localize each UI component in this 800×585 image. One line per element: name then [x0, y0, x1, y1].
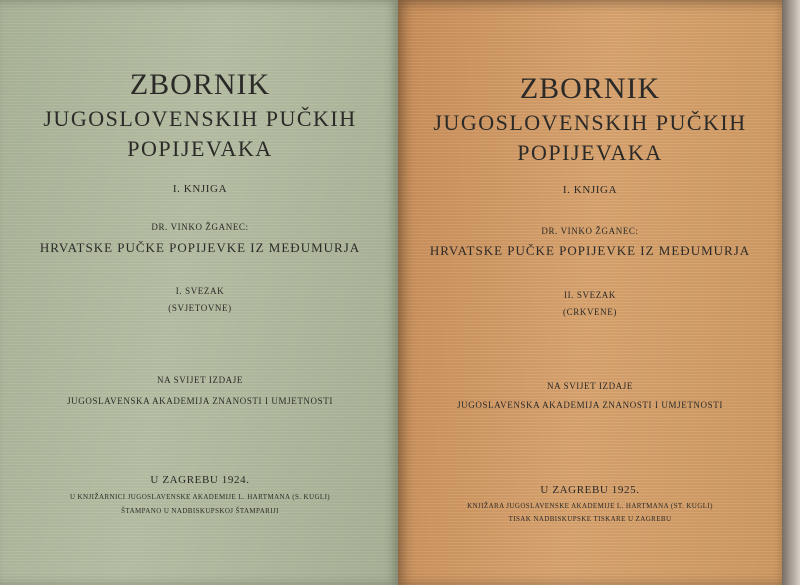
cover-work-title: HRVATSKE PUČKE POPIJEVKE IZ MEĐUMURJA — [429, 243, 751, 258]
cover-volume: I. KNJIGA — [562, 184, 618, 196]
cover-publisher: JUGOSLAVENSKA AKADEMIJA ZNANOSTI I UMJETNOSTI — [67, 396, 333, 406]
cover-work-title: HRVATSKE PUČKE POPIJEVKE IZ MEĐUMURJA — [39, 240, 361, 255]
cover-author: DR. VINKO ŽGANEC: — [541, 226, 639, 236]
cover-subtitle-line2: POPIJEVAKA — [127, 136, 273, 161]
cover-publisher-intro: NA SVIJET IZDAJE — [157, 375, 243, 385]
cover-part: I. SVEZAK — [175, 286, 225, 296]
cover-printer: ŠTAMPANO U NADBISKUPSKOJ ŠTAMPARIJI — [121, 507, 279, 515]
cover-title: ZBORNIK — [519, 72, 661, 105]
cover-publisher: JUGOSLAVENSKA AKADEMIJA ZNANOSTI I UMJETNOSTI — [457, 400, 723, 410]
book-cover-right — [398, 0, 782, 585]
cover-title: ZBORNIK — [129, 68, 271, 101]
cover-volume: I. KNJIGA — [172, 183, 228, 195]
cover-printer: TISAK NADBISKUPSKE TISKARE U ZAGREBU — [508, 515, 672, 523]
cover-part: II. SVEZAK — [564, 290, 616, 300]
cover-author: DR. VINKO ŽGANEC: — [151, 222, 249, 232]
cover-publisher-intro: NA SVIJET IZDAJE — [547, 381, 633, 391]
cover-part-note: (SVJETOVNE) — [168, 303, 232, 313]
cover-bookshop: KNJIŽARA JUGOSLAVENSKE AKADEMIJE L. HARTMANA (ST. KUGLI) — [467, 502, 713, 510]
background-edge — [780, 0, 800, 585]
cover-subtitle-line2: POPIJEVAKA — [517, 140, 663, 165]
cover-subtitle-line1: JUGOSLOVENSKIH PUČKIH — [43, 106, 357, 131]
cover-part-note: (CRKVENE) — [563, 307, 617, 317]
cover-bookshop: U KNJIŽARNICI JUGOSLAVENSKE AKADEMIJE L. HARTMANA (S. KUGLI) — [69, 493, 331, 501]
cover-subtitle-line1: JUGOSLOVENSKIH PUČKIH — [433, 110, 747, 135]
cover-place-year: U ZAGREBU 1924. — [150, 474, 250, 486]
cover-place-year: U ZAGREBU 1925. — [540, 484, 640, 496]
